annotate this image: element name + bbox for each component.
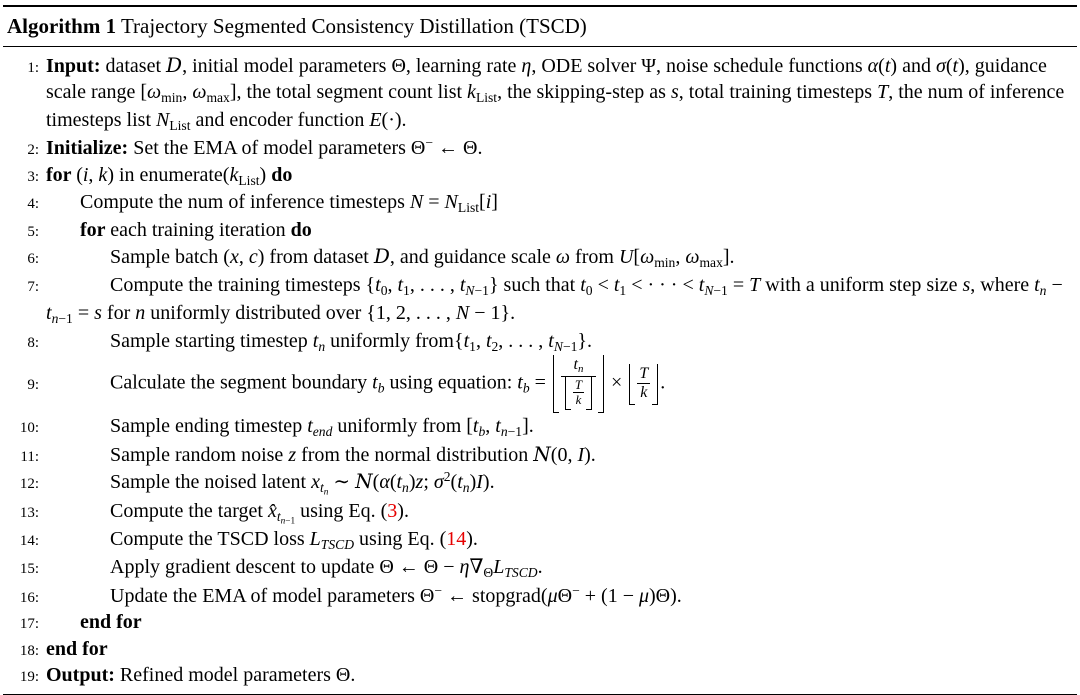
text-segment: using equation:: [385, 372, 518, 394]
text-segment: k: [640, 384, 647, 401]
text-segment: (0,: [551, 444, 578, 466]
text-segment: , the num of inference timesteps list: [46, 81, 1064, 131]
text-segment: b: [478, 424, 485, 439]
text-segment: ).: [483, 471, 495, 493]
algorithm-line: [5, 134, 1075, 161]
text-segment: t: [457, 471, 463, 493]
text-segment: 0: [381, 283, 388, 298]
text-segment: (: [878, 55, 885, 77]
fraction: [573, 378, 584, 408]
line-number: 8:: [5, 334, 46, 354]
text-segment: } such that: [489, 274, 580, 296]
text-segment: <: [593, 274, 614, 296]
text-segment: N: [465, 283, 474, 298]
text-segment: , ODE solver Ψ, noise schedule functions: [531, 55, 867, 77]
text-segment: 1: [469, 338, 476, 353]
text-segment: List: [238, 172, 259, 187]
text-segment: Sample starting timestep: [110, 330, 313, 352]
text-segment: [277, 509, 295, 524]
text-segment: Set the EMA of model parameters Θ: [128, 137, 425, 159]
text-segment: using Eq. (: [354, 528, 446, 550]
text-segment: ;: [423, 471, 434, 493]
algorithm-name: Trajectory Segmented Consistency Distillation (TSCD): [116, 14, 587, 38]
text-segment: ): [260, 164, 272, 186]
algorithm-line: [5, 328, 1075, 356]
algorithm-body: [3, 47, 1077, 695]
fraction: [561, 356, 596, 410]
algorithm-box: [3, 5, 1077, 695]
text-segment: do: [271, 164, 292, 186]
line-number: 1:: [5, 59, 46, 79]
text-segment: −: [425, 135, 433, 150]
text-segment: −1: [58, 311, 72, 326]
text-segment: Compute the num of inference timesteps: [80, 191, 410, 213]
text-segment: Sample ending timestep: [110, 415, 307, 437]
text-segment: T: [877, 81, 888, 103]
text-segment: < · · · <: [626, 274, 699, 296]
text-segment: α: [379, 471, 390, 493]
text-segment: 14: [446, 528, 466, 550]
fraction: [637, 365, 650, 402]
text-segment: ): [409, 471, 416, 493]
text-segment: t: [464, 330, 470, 352]
text-segment: I: [577, 444, 584, 466]
text-segment: ← stopgrad(: [442, 585, 548, 607]
text-segment: ]: [491, 191, 498, 213]
text-segment: n: [135, 302, 145, 324]
text-segment: , and guidance scale: [390, 246, 556, 268]
text-segment: List: [169, 117, 190, 132]
text-segment: ): [470, 471, 477, 493]
text-segment: t: [277, 509, 281, 524]
text-segment: n: [463, 480, 470, 495]
text-segment: List: [458, 200, 479, 215]
text-segment: n: [52, 311, 59, 326]
line-content: [46, 134, 1075, 161]
algorithm-line: [5, 217, 1075, 243]
text-segment: x̂: [268, 500, 277, 522]
line-content: [46, 468, 1075, 498]
text-segment: ×: [606, 372, 627, 394]
line-content: [46, 162, 1075, 190]
text-segment: N: [533, 442, 551, 466]
line-content: [46, 636, 1075, 662]
text-segment: (: [390, 471, 397, 493]
text-segment: Apply gradient descent to update Θ ← Θ −: [110, 556, 460, 578]
floor-brackets: [553, 355, 604, 413]
text-segment: t: [46, 302, 52, 324]
text-segment: ).: [397, 500, 409, 522]
text-segment: t: [699, 274, 705, 296]
text-segment: −1: [563, 338, 577, 353]
text-segment: −: [434, 583, 442, 598]
text-segment: , initial model parameters Θ, learning rate: [182, 55, 521, 77]
text-segment: Θ: [483, 565, 493, 580]
algorithm-line: [5, 662, 1075, 688]
line-number: 10:: [5, 419, 46, 439]
line-content: [46, 413, 1075, 441]
line-content: [46, 662, 1075, 688]
text-segment: 2: [444, 470, 451, 485]
text-segment: , the skipping-step as: [497, 81, 671, 103]
text-segment: [281, 515, 295, 525]
floor-brackets: [629, 364, 658, 405]
algorithm-line: [5, 636, 1075, 662]
text-segment: (: [946, 55, 953, 77]
text-segment: for: [102, 302, 135, 324]
text-segment: −: [1046, 274, 1062, 296]
text-segment: t: [372, 372, 378, 394]
text-segment: ], the total segment count list: [230, 81, 467, 103]
text-segment: T: [575, 378, 582, 392]
text-segment: n: [281, 515, 286, 525]
text-segment: using Eq. (: [295, 500, 387, 522]
line-number: 5:: [5, 223, 46, 243]
algorithm-line: [5, 355, 1075, 413]
text-segment: ∼: [328, 471, 355, 493]
algorithm-line: [5, 582, 1075, 609]
text-segment: D: [374, 244, 390, 268]
text-segment: n: [402, 480, 409, 495]
line-content: [46, 582, 1075, 609]
text-segment: t: [495, 415, 501, 437]
text-segment: Sample random noise: [110, 444, 288, 466]
text-segment: D: [166, 53, 182, 77]
text-segment: t: [473, 415, 479, 437]
text-segment: t: [885, 55, 891, 77]
text-segment: TSCD: [321, 537, 354, 552]
algorithm-label: Algorithm 1: [7, 14, 116, 38]
text-segment: N: [554, 338, 563, 353]
line-number: 6:: [5, 250, 46, 270]
text-segment: max: [206, 90, 229, 105]
text-segment: [: [633, 246, 640, 268]
text-segment: 1: [619, 283, 626, 298]
text-segment: uniformly distributed over {1, 2, . . . ,: [145, 302, 456, 324]
text-segment: n: [1040, 283, 1047, 298]
text-segment: [704, 283, 728, 298]
text-segment: uniformly from [: [332, 415, 473, 437]
line-number: 7:: [5, 278, 46, 298]
text-segment: x: [311, 471, 320, 493]
text-segment: and encoder function: [191, 109, 370, 131]
text-segment: [465, 283, 489, 298]
text-segment: (: [373, 471, 380, 493]
text-segment: N: [456, 302, 469, 324]
line-number: 9:: [5, 376, 46, 396]
line-number: 13:: [5, 504, 46, 524]
text-segment: do: [291, 219, 312, 241]
text-segment: Output:: [46, 664, 115, 686]
text-segment: t: [517, 372, 523, 394]
text-segment: t: [580, 274, 586, 296]
text-segment: ,: [88, 164, 98, 186]
text-segment: b: [523, 381, 530, 396]
text-segment: ω: [556, 246, 570, 268]
text-segment: dataset: [100, 55, 166, 77]
line-number: 16:: [5, 589, 46, 609]
text-segment: ].: [522, 415, 534, 437]
line-number: 18:: [5, 642, 46, 662]
text-segment: (: [76, 164, 83, 186]
text-segment: N: [704, 283, 713, 298]
text-segment: 2: [492, 338, 499, 353]
line-content: [46, 189, 1075, 217]
text-segment: c: [249, 246, 258, 268]
text-segment: (: [451, 471, 458, 493]
text-segment: end for: [80, 611, 142, 633]
text-segment: U: [619, 246, 633, 268]
text-segment: N: [156, 109, 169, 131]
line-content: [46, 217, 1075, 243]
line-content: [46, 52, 1075, 135]
text-segment: ,: [476, 330, 486, 352]
text-segment: T: [749, 274, 760, 296]
text-segment: k: [229, 164, 238, 186]
algorithm-line: [5, 272, 1075, 327]
text-segment: Input:: [46, 55, 100, 77]
text-segment: end: [313, 424, 333, 439]
algorithm-line: [5, 554, 1075, 582]
text-segment: −1: [474, 283, 488, 298]
line-content: [46, 526, 1075, 554]
line-content: [46, 609, 1075, 635]
text-segment: for: [80, 219, 110, 241]
text-segment: η: [521, 55, 531, 77]
text-segment: μ: [639, 585, 649, 607]
text-segment: [52, 311, 73, 326]
text-segment: end for: [46, 638, 108, 660]
text-segment: α: [868, 55, 879, 77]
algorithm-line: [5, 243, 1075, 272]
text-segment: t: [307, 415, 313, 437]
text-segment: List: [476, 90, 497, 105]
text-segment: −1: [508, 424, 522, 439]
text-segment: Refined model parameters Θ.: [115, 664, 355, 686]
right-floor-bracket: [598, 355, 604, 413]
text-segment: ) in enumerate(: [107, 164, 229, 186]
text-segment: =: [728, 274, 749, 296]
text-segment: 0: [586, 283, 593, 298]
text-segment: η: [460, 556, 470, 578]
line-number: 14:: [5, 532, 46, 552]
text-segment: .: [538, 556, 543, 578]
text-segment: =: [423, 191, 444, 213]
text-segment: n: [318, 338, 325, 353]
text-segment: Sample the noised latent: [110, 471, 311, 493]
text-segment: s: [94, 302, 102, 324]
text-segment: =: [530, 372, 551, 394]
text-segment: k: [98, 164, 107, 186]
text-segment: t: [548, 330, 554, 352]
text-segment: ) from dataset: [258, 246, 374, 268]
line-number: 4:: [5, 195, 46, 215]
line-number: 12:: [5, 475, 46, 495]
algorithm-title: [3, 7, 1077, 47]
algorithm-line: [5, 441, 1075, 468]
text-segment: i: [83, 164, 89, 186]
text-segment: with a uniform step size: [760, 274, 962, 296]
text-segment: ,: [387, 274, 397, 296]
text-segment: t: [1034, 274, 1040, 296]
line-content: [46, 328, 1075, 356]
text-segment: max: [699, 255, 722, 270]
text-segment: Compute the TSCD loss: [110, 528, 310, 550]
text-segment: Calculate the segment boundary: [110, 372, 372, 394]
text-segment: Compute the training timesteps {: [110, 274, 375, 296]
text-segment: x: [230, 246, 239, 268]
text-segment: I: [476, 471, 483, 493]
text-segment: TSCD: [504, 565, 537, 580]
floor-brackets: [565, 377, 592, 411]
text-segment: N: [355, 469, 373, 493]
text-segment: ).: [584, 444, 596, 466]
text-segment: t: [614, 274, 620, 296]
line-content: [46, 441, 1075, 468]
text-segment: 3: [387, 500, 397, 522]
text-segment: from: [570, 246, 619, 268]
line-number: 11:: [5, 448, 46, 468]
line-number: 17:: [5, 615, 46, 635]
text-segment: σ: [936, 55, 946, 77]
line-number: 19:: [5, 668, 46, 688]
text-segment: Compute the target: [110, 500, 268, 522]
text-segment: L: [310, 528, 321, 550]
text-segment: uniformly from{: [325, 330, 463, 352]
text-segment: min: [161, 90, 182, 105]
text-segment: t: [953, 55, 959, 77]
text-segment: t: [574, 356, 578, 373]
text-segment: E: [369, 109, 381, 131]
text-segment: σ: [434, 471, 444, 493]
text-segment: s: [962, 274, 970, 296]
text-segment: 1: [403, 283, 410, 298]
text-segment: t: [397, 274, 403, 296]
line-number: 2:: [5, 141, 46, 161]
algorithm-line: [5, 498, 1075, 527]
text-segment: [554, 338, 578, 353]
text-segment: Initialize:: [46, 137, 128, 159]
algorithm-line: [5, 609, 1075, 635]
text-segment: [: [479, 191, 486, 213]
algorithm-line: [5, 413, 1075, 441]
text-segment: each training iteration: [110, 219, 290, 241]
text-segment: k: [467, 81, 476, 103]
text-segment: − 1}.: [469, 302, 515, 324]
text-segment: T: [639, 365, 648, 382]
text-segment: −1: [713, 283, 727, 298]
text-segment: ω: [147, 81, 161, 103]
text-segment: )Θ).: [649, 585, 682, 607]
text-segment: Update the EMA of model parameters Θ: [110, 585, 434, 607]
text-segment: k: [576, 393, 582, 407]
text-segment: L: [493, 556, 504, 578]
text-segment: (·).: [382, 109, 407, 131]
text-segment: , total training timesteps: [679, 81, 877, 103]
paper-page: [0, 5, 1080, 653]
text-segment: }.: [577, 330, 592, 352]
text-segment: −: [572, 583, 580, 598]
text-segment: μ: [548, 585, 558, 607]
text-segment: , . . . ,: [498, 330, 548, 352]
text-segment: min: [654, 255, 675, 270]
text-segment: for: [46, 164, 76, 186]
text-segment: ω: [192, 81, 206, 103]
text-segment: t: [320, 480, 324, 495]
text-segment: + (1 −: [580, 585, 639, 607]
algorithm-line: [5, 526, 1075, 554]
text-segment: from the normal distribution: [296, 444, 533, 466]
text-segment: , where: [970, 274, 1034, 296]
line-number: 3:: [5, 168, 46, 188]
line-number: 15:: [5, 560, 46, 580]
text-segment: t: [460, 274, 466, 296]
text-segment: .: [660, 372, 665, 394]
line-content: [46, 355, 1075, 413]
algorithm-line: [5, 162, 1075, 190]
line-content: [46, 243, 1075, 272]
text-segment: t: [396, 471, 402, 493]
algorithm-line: [5, 189, 1075, 217]
text-segment: =: [73, 302, 94, 324]
right-floor-bracket: [652, 364, 658, 405]
text-segment: ,: [485, 415, 495, 437]
text-segment: N: [410, 191, 423, 213]
text-segment: ) and: [890, 55, 936, 77]
line-content: [46, 272, 1075, 327]
text-segment: ).: [466, 528, 478, 550]
line-content: [46, 554, 1075, 582]
text-segment: ω: [640, 246, 654, 268]
text-segment: t: [486, 330, 492, 352]
line-content: [46, 498, 1075, 527]
text-segment: z: [288, 444, 296, 466]
text-segment: n: [578, 363, 583, 375]
text-segment: b: [378, 381, 385, 396]
algorithm-line: [5, 468, 1075, 498]
text-segment: −1: [285, 515, 295, 525]
text-segment: [501, 424, 522, 439]
text-segment: n: [324, 487, 329, 497]
text-segment: z: [416, 471, 424, 493]
text-segment: ← Θ.: [433, 137, 482, 159]
text-segment: ω: [685, 246, 699, 268]
text-segment: ,: [239, 246, 249, 268]
right-floor-bracket: [586, 377, 592, 411]
text-segment: ∇: [469, 556, 483, 578]
text-segment: ), guidance scale range [: [46, 55, 1047, 103]
text-segment: ,: [675, 246, 685, 268]
text-segment: s: [671, 81, 679, 103]
text-segment: t: [313, 330, 319, 352]
text-segment: , . . . ,: [410, 274, 460, 296]
text-segment: i: [486, 191, 492, 213]
algorithm-line: [5, 52, 1075, 135]
text-segment: n: [501, 424, 508, 439]
text-segment: Sample batch (: [110, 246, 230, 268]
text-segment: t: [375, 274, 381, 296]
text-segment: N: [445, 191, 458, 213]
text-segment: Θ: [558, 585, 572, 607]
text-segment: ,: [182, 81, 192, 103]
text-segment: ].: [723, 246, 735, 268]
